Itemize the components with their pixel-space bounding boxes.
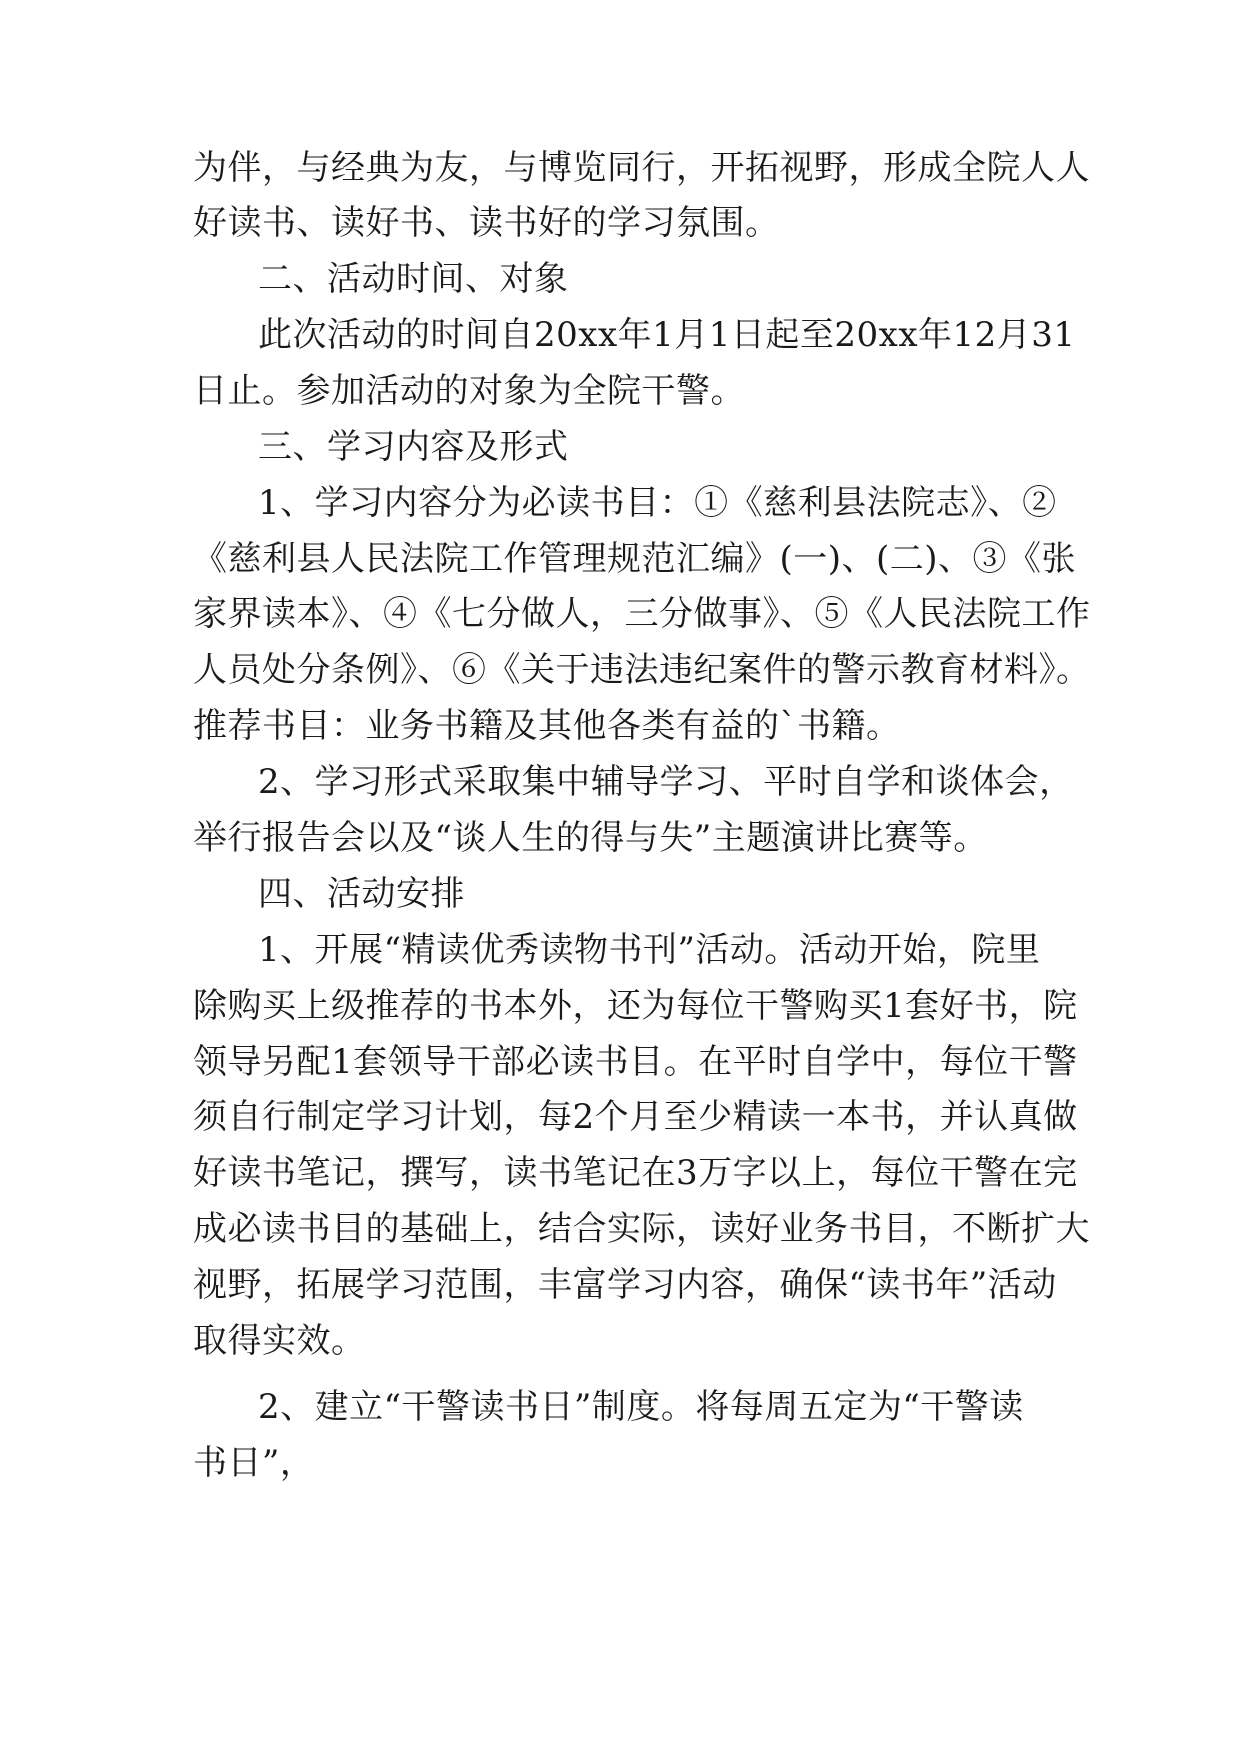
text-line: 2、学习形式采取集中辅导学习、平时自学和谈体会， xyxy=(258,762,1074,802)
text-line: 书日”， xyxy=(193,1443,315,1483)
text-line: 2、建立“干警读书日”制度。将每周五定为“干警读 xyxy=(258,1387,1024,1427)
text-line: 《慈利县人民法院工作管理规范汇编》(一)、(二)、③《张 xyxy=(193,539,1077,579)
text-line: 人员处分条例》、⑥《关于违法违纪案件的警示教育材料》。 xyxy=(193,650,1091,690)
text-line: 家界读本》、④《七分做人，三分做事》、⑤《人民法院工作 xyxy=(193,594,1091,634)
text-line: 除购买上级推荐的书本外，还为每位干警购买1套好书，院 xyxy=(193,986,1078,1026)
text-line: 1、开展“精读优秀读物书刊”活动。活动开始，院里 xyxy=(258,930,1041,970)
section-heading: 三、学习内容及形式 xyxy=(258,427,569,467)
text-line: 取得实效。 xyxy=(193,1321,366,1361)
section-heading: 二、活动时间、对象 xyxy=(258,259,569,299)
text-line: 好读书、读好书、读书好的学习氛围。 xyxy=(193,203,780,243)
text-line: 成必读书目的基础上，结合实际，读好业务书目，不断扩大 xyxy=(193,1209,1090,1249)
text-line: 推荐书目：业务书籍及其他各类有益的`书籍。 xyxy=(193,706,901,746)
text-line: 1、学习内容分为必读书目：①《慈利县法院志》、② xyxy=(258,483,1057,523)
text-line: 举行报告会以及“谈人生的得与失”主题演讲比赛等。 xyxy=(193,818,988,858)
text-line: 此次活动的时间自20xx年1月1日起至20xx年12月31 xyxy=(258,315,1076,355)
text-line: 领导另配1套领导干部必读书目。在平时自学中，每位干警 xyxy=(193,1042,1078,1082)
text-line: 日止。参加活动的对象为全院干警。 xyxy=(193,371,745,411)
text-line: 为伴，与经典为友，与博览同行，开拓视野，形成全院人人 xyxy=(193,148,1090,188)
text-line: 须自行制定学习计划，每2个月至少精读一本书，并认真做 xyxy=(193,1097,1078,1137)
text-line: 视野，拓展学习范围，丰富学习内容，确保“读书年”活动 xyxy=(193,1265,1057,1305)
text-line: 好读书笔记，撰写，读书笔记在3万字以上，每位干警在完 xyxy=(193,1153,1078,1193)
section-heading: 四、活动安排 xyxy=(258,874,465,914)
